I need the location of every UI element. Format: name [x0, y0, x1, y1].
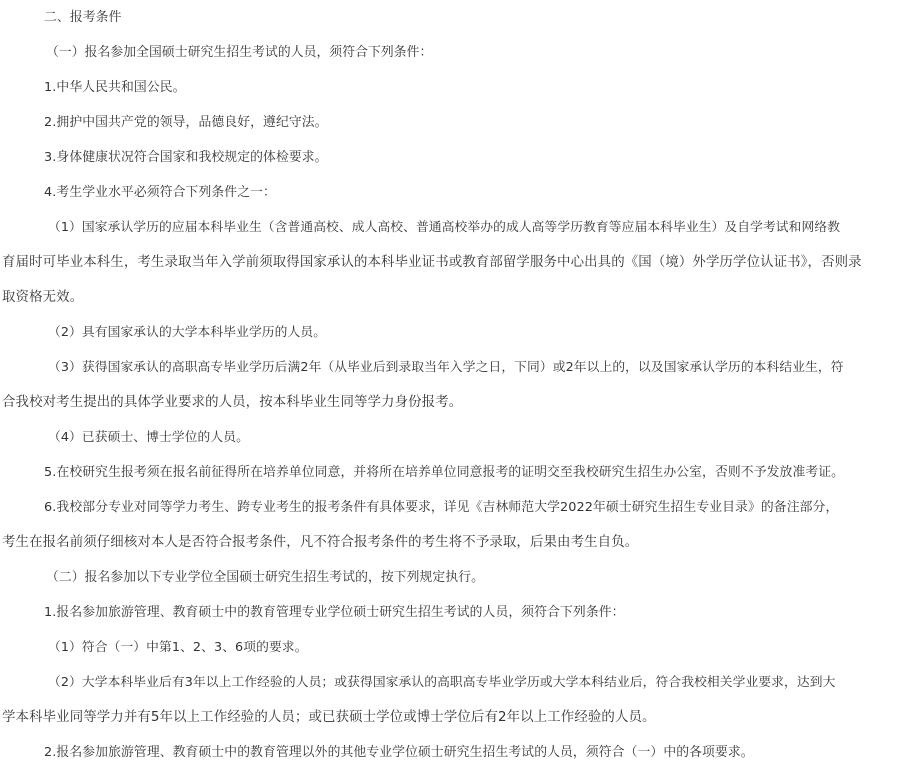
condition-2: 2.拥护中国共产党的领导，品德良好，遵纪守法。: [44, 115, 328, 130]
condition-4-item-1-line-2: 育届时可毕业本科生，考生录取当年入学前须取得国家承认的本科毕业证书或教育部留学服务中心出具的《国（境）外学历学位认证书》，否则录: [2, 255, 862, 270]
condition-3: 3.身体健康状况符合国家和我校规定的体检要求。: [44, 150, 328, 165]
condition-1: 1.中华人民共和国公民。: [44, 80, 186, 95]
condition-6-line-2: 考生在报名前须仔细核对本人是否符合报考条件，凡不符合报考条件的考生将不予录取，后果由考生自负。: [2, 535, 639, 550]
condition-5: 5.在校研究生报考须在报名前征得所在培养单位同意，并将所在培养单位同意报考的证明交至我校研究生招生办公室，否则不予发放准考证。: [44, 465, 845, 480]
professional-condition-1-item-1: （1）符合（一）中第1、2、3、6项的要求。: [48, 640, 308, 655]
professional-condition-2: 2.报名参加旅游管理、教育硕士中的教育管理以外的其他专业学位硕士研究生招生考试的人员，须符合（一）中的各项要求。: [44, 745, 754, 760]
professional-condition-1-item-2-line-1: （2）大学本科毕业后有3年以上工作经验的人员；或获得国家承认的高职高专毕业学历或大学本科结业后，符合我校相关学业要求，达到大: [48, 675, 836, 690]
professional-condition-1-item-2-line-2: 学本科毕业同等学力并有5年以上工作经验的人员；或已获硕士学位或博士学位后有2年以上工作经验的人员。: [2, 710, 656, 725]
condition-4-item-1-line-1: （1）国家承认学历的应届本科毕业生（含普通高校、成人高校、普通高校举办的成人高等学历教育等应届本科毕业生）及自学考试和网络教: [48, 220, 841, 235]
section-heading: 二、报考条件: [44, 10, 122, 25]
condition-4: 4.考生学业水平必须符合下列条件之一：: [44, 185, 276, 200]
condition-4-item-4: （4）已获硕士、博士学位的人员。: [48, 430, 249, 445]
professional-condition-1: 1.报名参加旅游管理、教育硕士中的教育管理专业学位硕士研究生招生考试的人员，须符合下列条件：: [44, 605, 625, 620]
condition-4-item-3-line-2: 合我校对考生提出的具体学业要求的人员，按本科毕业生同等学力身份报考。: [2, 395, 463, 410]
subsection-heading: （一）报名参加全国硕士研究生招生考试的人员，须符合下列条件：: [46, 45, 433, 60]
condition-4-item-2: （2）具有国家承认的大学本科毕业学历的人员。: [48, 325, 327, 340]
condition-6-line-1: 6.我校部分专业对同等学力考生、跨专业考生的报考条件有具体要求，详见《吉林师范大学2022年硕士研究生招生专业目录》的备注部分，: [44, 500, 839, 515]
subsection-2-heading: （二）报名参加以下专业学位全国硕士研究生招生考试的，按下列规定执行。: [46, 570, 484, 585]
condition-4-item-1-line-3: 取资格无效。: [2, 290, 84, 305]
condition-4-item-3-line-1: （3）获得国家承认的高职高专毕业学历后满2年（从毕业后到录取当年入学之日，下同）或2年以上的，以及国家承认学历的本科结业生，符: [48, 360, 844, 375]
